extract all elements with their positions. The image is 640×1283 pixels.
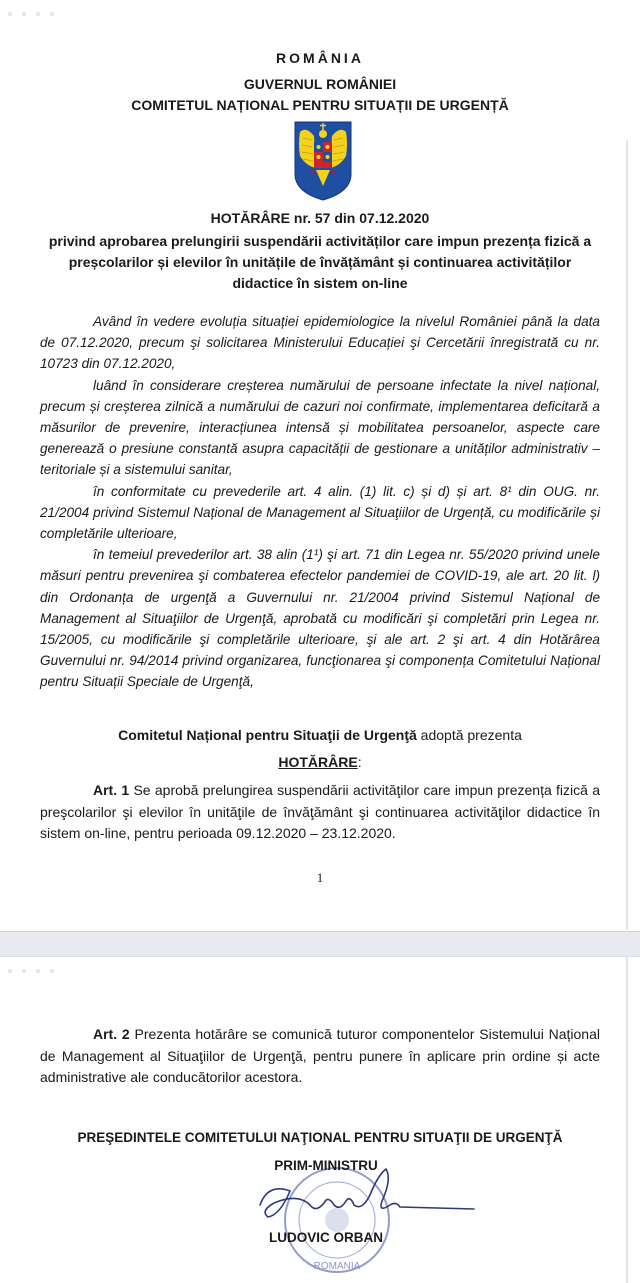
decision-heading <box>0 754 640 770</box>
adoption-rest: adoptă prezenta <box>416 727 522 743</box>
article-label: Art. 1 <box>93 782 130 798</box>
signatory-role: PRIM-MINISTRU <box>274 1158 378 1173</box>
decision-heading-text: HOTĂRÂRE <box>278 754 358 770</box>
page-number: 1 <box>316 870 324 885</box>
preamble <box>40 311 600 693</box>
article-1 <box>40 780 600 845</box>
article-label: Art. 2 <box>93 1026 130 1042</box>
page-corner-marks <box>8 12 54 16</box>
page-separator <box>0 932 640 957</box>
svg-text:ROMANIA: ROMANIA <box>313 1261 361 1272</box>
decision-heading-suffix: : <box>357 754 362 770</box>
header-committee: COMITETUL NAȚIONAL PENTRU SITUAȚII DE URGENȚĂ <box>131 97 509 113</box>
preamble-paragraph: Având în vedere evoluția situației epidemiologice la nivelul României până la data de 07.12.2020, precum şi solicitarea Ministerului Educației şi Cercetării înregistrată cu nr. 10723 din 07.12.2020, <box>40 314 600 372</box>
signatory-name: LUDOVIC ORBAN <box>269 1230 383 1245</box>
decision-subtitle: privind aprobarea prelungirii suspendării activităților care impun prezența fizică a preșcolarilor și elevilor în unitățile de învățământ și continuarea activităților didactice în sistem on-line <box>48 233 592 291</box>
preamble-paragraph: în conformitate cu prevederile art. 4 alin. (1) lit. c) și d) și art. 8¹ din OUG. nr. 21/2004 privind Sistemul Național de Management al Situaţiilor de Urgență, cu modificările și completările ulterioare, <box>40 483 600 542</box>
preamble-paragraph: în temeiul prevederilor art. 38 alin (1¹) şi art. 71 din Legea nr. 55/2020 privind unele măsuri pentru prevenirea şi combaterea efectelor pandemiei de COVID-19, ale art. 20 lit. l) din Ordonanța de urgenţă a Guvernului nr. 21/2004 privind Sistemul Național de Management al Situaţiilor de Urgenţă, aprobată cu modificări şi completări prin Legea nr. 15/2005, cu modificările şi completările ulterioare, şi ale art. 2 şi art. 4 din Hotărârea Guvernului nr. 94/2014 privind organizarea, funcţionarea şi componența Comitetului Național pentru Situații Speciale de Urgenţă, <box>40 547 600 690</box>
adoption-committee: Comitetul Național pentru Situaţii de Urgenţă <box>118 727 417 743</box>
article-text: Prezenta hotărâre se comunică tuturor componentelor Sistemului Național de Management al Situaţiilor de Urgenţă, pentru punere în aplicare prin ordine și acte administrative ale conducătorilor acestora. <box>40 1026 600 1085</box>
page-edge <box>626 140 628 930</box>
page-corner-marks <box>8 969 54 973</box>
preamble-paragraph: luând în considerare creșterea numărului de persoane infectate la nivel național, precum și creșterea zilnică a numărului de cazuri noi confirmate, implementarea deficitară a măsurilor de prevenire, interacțiunea intensă și mobilitatea persoanelor, aspecte care generează o presiune constantă asupra capacității de gestionare a unităților administrativ – teritoriale și a sistemului sanitar, <box>40 377 600 478</box>
header-government: GUVERNUL ROMÂNIEI <box>243 76 397 92</box>
handwritten-signature-icon <box>250 1165 480 1235</box>
signatory-title: PREŞEDINTELE COMITETULUI NAŢIONAL PENTRU SITUAŢII DE URGENŢĂ <box>77 1130 563 1145</box>
decision-title: HOTĂRÂRE nr. 57 din 07.12.2020 <box>210 210 430 226</box>
romania-coat-of-arms-icon <box>292 118 354 202</box>
header-country: ROMÂNIA <box>276 50 364 66</box>
article-2 <box>40 1024 600 1089</box>
article-text: Se aprobă prelungirea suspendării activităţilor care impun prezența fizică a preşcolarilor şi elevilor în unităţile de învăţământ şi continuarea activităţilor didactice în sistem on-line, pentru perioada 09.12.2020 – 23.12.2020. <box>40 782 601 841</box>
adoption-line <box>0 727 640 743</box>
